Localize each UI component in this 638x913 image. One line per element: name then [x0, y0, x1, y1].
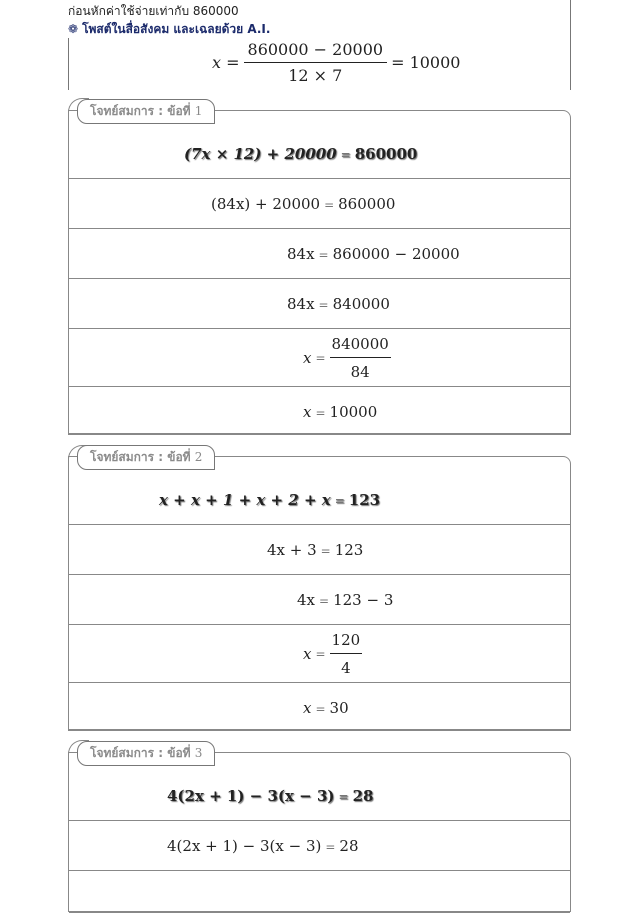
section-2-row: [69, 525, 570, 575]
main-equation-numerator: 860000 − 20000: [244, 40, 388, 63]
equation-line: x = $\frac{840000}{84}$: [303, 335, 389, 381]
gear-icon: ❁: [68, 22, 79, 36]
section-3: [68, 746, 571, 912]
equation-line: 84x = 840000: [287, 295, 390, 313]
equation-line: 4x + 3 = 123: [267, 541, 364, 559]
section-1-row: [69, 229, 570, 279]
main-equation-rhs: = 10000: [391, 53, 461, 72]
main-equation-denominator: 12 × 7: [288, 66, 343, 85]
equation-line: x = 30: [303, 699, 349, 717]
section-3-row: [69, 871, 570, 913]
equation-line: 4(2x + 1) − 3(x − 3) = 28: [167, 787, 374, 805]
header-line-2-text: โพสต์ในสื่อสังคม และเฉลยด้วย A.I.: [82, 22, 271, 36]
section-2-row: [69, 683, 570, 730]
top-container-right-border: [570, 0, 571, 90]
equation-line: 84x = 860000 − 20000: [287, 245, 460, 263]
equation-line: x = 10000: [303, 403, 378, 421]
equation-line: 4x = 123 − 3: [297, 591, 394, 609]
section-3-row: [69, 821, 570, 871]
section-2-row: [69, 625, 570, 683]
section-1-row: [69, 179, 570, 229]
header-line-2: [68, 20, 270, 39]
equation-line: 4(2x + 1) − 3(x − 3) = 28: [167, 837, 359, 855]
section-1: [68, 104, 571, 435]
header-line-1: ก่อนหักค่าใช้จ่ายเท่ากับ 860000: [68, 4, 239, 18]
main-equation-fraction: [244, 40, 388, 85]
top-container-left-border: [68, 38, 69, 90]
main-equation: [212, 40, 460, 85]
equation-line: x + x + 1 + x + 2 + x = 123: [159, 491, 381, 509]
section-2-row: [69, 575, 570, 625]
main-equation-lhs: x =: [212, 53, 240, 72]
section-3-label: โจทย์สมการ : ข้อที่ 3: [77, 741, 215, 766]
equation-line: (84x) + 20000 = 860000: [211, 195, 396, 213]
section-1-row: [69, 329, 570, 387]
equation-line: x = $\frac{120}{4}$: [303, 631, 361, 677]
section-1-label: โจทย์สมการ : ข้อที่ 1: [77, 99, 215, 124]
section-1-row: [69, 387, 570, 434]
section-2: [68, 450, 571, 731]
section-2-label: โจทย์สมการ : ข้อที่ 2: [77, 445, 215, 470]
section-1-row: [69, 279, 570, 329]
equation-line: (7x × 12) + 20000 = 860000: [184, 145, 418, 163]
